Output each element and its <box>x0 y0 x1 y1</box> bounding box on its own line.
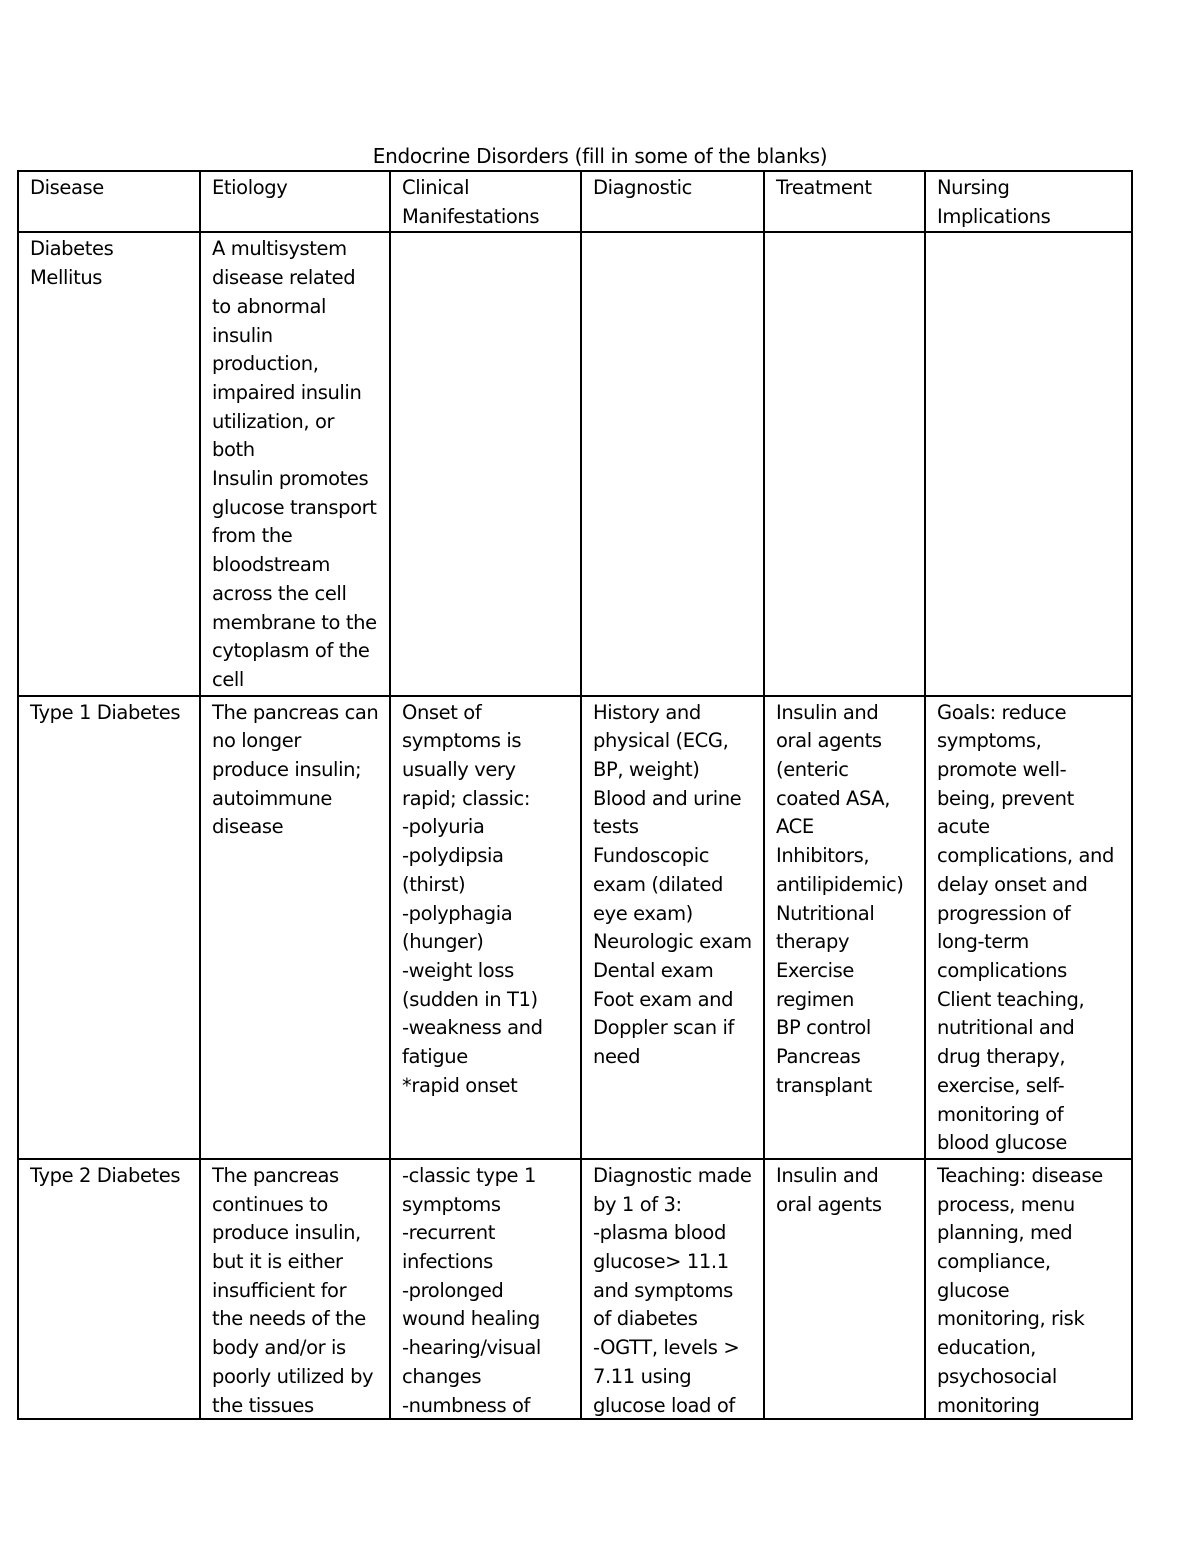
cell-diagnostic <box>581 232 764 695</box>
cell-disease: Diabetes Mellitus <box>18 232 200 695</box>
table-row <box>18 232 1132 695</box>
endocrine-disorders-table <box>17 170 1133 1420</box>
document-title: Endocrine Disorders (fill in some of the blanks) <box>372 144 828 168</box>
cell-etiology: A multisystem disease related to abnormal insulin production, impaired insulin utilization, or both Insulin promotes glucose transport from the bloodstream across the cell membrane to the cytoplasm of the cell <box>200 232 390 695</box>
header-cell-nursing-implications: Nursing Implications <box>925 171 1132 232</box>
cell-treatment: Insulin and oral agents (enteric coated ASA, ACE Inhibitors, antilipidemic) Nutritional therapy Exercise regimen BP control Pancreas transplant <box>764 696 925 1159</box>
cell-diagnostic: History and physical (ECG, BP, weight) Blood and urine tests Fundoscopic exam (dilated eye exam) Neurologic exam Dental exam Foot exam and Doppler scan if need <box>581 696 764 1159</box>
cell-etiology: The pancreas continues to produce insulin, but it is either insufficient for the needs of the body and/or is poorly utilized by the tissues <box>200 1159 390 1419</box>
table-row <box>18 696 1132 1159</box>
cell-clinical-manifestations <box>390 232 581 695</box>
table-row <box>18 1159 1132 1419</box>
cell-disease: Type 1 Diabetes <box>18 696 200 1159</box>
cell-diagnostic: Diagnostic made by 1 of 3: -plasma blood glucose> 11.1 and symptoms of diabetes -OGTT, levels > 7.11 using glucose load of <box>581 1159 764 1419</box>
header-cell-disease: Disease <box>18 171 200 232</box>
cell-treatment <box>764 232 925 695</box>
table-header-row <box>18 171 1132 232</box>
cell-nursing-implications: Teaching: disease process, menu planning, med compliance, glucose monitoring, risk education, psychosocial monitoring <box>925 1159 1132 1419</box>
cell-disease: Type 2 Diabetes <box>18 1159 200 1419</box>
cell-etiology: The pancreas can no longer produce insulin; autoimmune disease <box>200 696 390 1159</box>
header-cell-treatment: Treatment <box>764 171 925 232</box>
header-cell-etiology: Etiology <box>200 171 390 232</box>
header-cell-diagnostic: Diagnostic <box>581 171 764 232</box>
cell-nursing-implications <box>925 232 1132 695</box>
header-cell-clinical-manifestations: Clinical Manifestations <box>390 171 581 232</box>
cell-treatment: Insulin and oral agents <box>764 1159 925 1419</box>
cell-nursing-implications: Goals: reduce symptoms, promote well- being, prevent acute complications, and delay onset and progression of long-term complications Client teaching, nutritional and drug therapy, exercise, self- monitoring of blood glucose <box>925 696 1132 1159</box>
cell-clinical-manifestations: -classic type 1 symptoms -recurrent infections -prolonged wound healing -hearing/visual changes -numbness of <box>390 1159 581 1419</box>
cell-clinical-manifestations: Onset of symptoms is usually very rapid; classic: -polyuria -polydipsia (thirst) -polyphagia (hunger) -weight loss (sudden in T1) -weakness and fatigue *rapid onset <box>390 696 581 1159</box>
